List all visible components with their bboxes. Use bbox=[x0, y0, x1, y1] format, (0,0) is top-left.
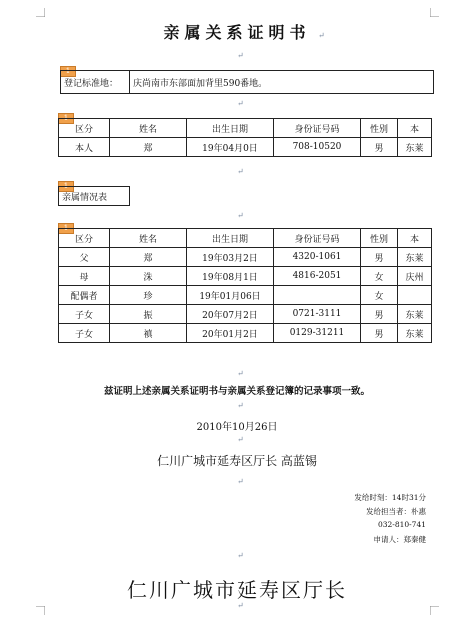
table-cell: 本人 bbox=[59, 138, 110, 157]
table-cell: 庆州 bbox=[398, 267, 432, 286]
paragraph-mark: ↵ bbox=[318, 31, 325, 40]
table-cell: 母 bbox=[59, 267, 110, 286]
issue-time: 发给时刻：14时31分 bbox=[354, 493, 426, 502]
paragraph-mark: ↵ bbox=[237, 401, 244, 410]
person-table bbox=[58, 118, 432, 157]
table-cell: 东莱 bbox=[398, 324, 432, 343]
paragraph-mark: ↵ bbox=[237, 477, 244, 486]
page-corner-mark bbox=[430, 8, 439, 17]
footer-issuer: 仁川广城市延寿区厅长 bbox=[127, 578, 347, 602]
certification-statement: 兹证明上述亲属关系证明书与亲属关系登记簿的记录事项一致。 bbox=[103, 386, 370, 397]
table-cell: 20年07月2日 bbox=[187, 305, 274, 324]
table-cell: 男 bbox=[361, 138, 398, 157]
table-cell: 19年01月06日 bbox=[187, 286, 274, 305]
table-cell: 男 bbox=[361, 305, 398, 324]
section-tag: 1 bbox=[58, 181, 74, 192]
table-cell: 禛 bbox=[110, 324, 187, 343]
relatives-table bbox=[58, 228, 432, 343]
paragraph-mark: ↵ bbox=[237, 99, 244, 108]
header-cell: 出生日期 bbox=[187, 119, 274, 138]
table-cell: 子女 bbox=[59, 324, 110, 343]
table-row bbox=[59, 324, 432, 343]
table-cell: 子女 bbox=[59, 305, 110, 324]
header-cell: 身份证号码 bbox=[274, 229, 361, 248]
table-cell: 4816-2051 bbox=[274, 267, 361, 286]
table-cell: 东莱 bbox=[398, 138, 432, 157]
header-cell: 性别 bbox=[361, 119, 398, 138]
table-cell: 郑 bbox=[110, 248, 187, 267]
relatives-label: 亲属情况表 bbox=[59, 187, 130, 206]
paragraph-mark: ↵ bbox=[237, 601, 244, 610]
header-cell: 性别 bbox=[361, 229, 398, 248]
page-corner-mark bbox=[36, 8, 45, 17]
section-tag: 1 bbox=[60, 66, 76, 77]
header-cell: 本 bbox=[398, 119, 432, 138]
table-cell: 配偶者 bbox=[59, 286, 110, 305]
page-corner-mark bbox=[36, 606, 45, 615]
table-cell: 女 bbox=[361, 267, 398, 286]
registration-table bbox=[60, 70, 434, 94]
table-cell: 19年03月2日 bbox=[187, 248, 274, 267]
table-cell: 父 bbox=[59, 248, 110, 267]
table-cell bbox=[274, 286, 361, 305]
table-row bbox=[59, 248, 432, 267]
issue-date: 2010年10月26日 bbox=[196, 422, 278, 433]
header-cell: 区分 bbox=[59, 119, 110, 138]
section-tag: 1 bbox=[58, 223, 74, 234]
header-cell: 出生日期 bbox=[187, 229, 274, 248]
table-cell: 振 bbox=[110, 305, 187, 324]
table-cell bbox=[398, 286, 432, 305]
paragraph-mark: ↵ bbox=[237, 435, 244, 444]
paragraph-mark: ↵ bbox=[237, 167, 244, 176]
header-cell: 姓名 bbox=[110, 119, 187, 138]
paragraph-mark: ↵ bbox=[237, 369, 244, 378]
table-cell: 女 bbox=[361, 286, 398, 305]
section-tag: 1 bbox=[58, 113, 74, 124]
table-row bbox=[59, 138, 432, 157]
issuing-officer: 发给担当者：朴惠 bbox=[366, 507, 426, 516]
table-header-row bbox=[59, 119, 432, 138]
header-cell: 本 bbox=[398, 229, 432, 248]
header-cell: 身份证号码 bbox=[274, 119, 361, 138]
table-cell: 东莱 bbox=[398, 305, 432, 324]
applicant: 申请人：郑秦健 bbox=[373, 535, 426, 544]
table-cell: 洙 bbox=[110, 267, 187, 286]
relatives-label-box bbox=[58, 186, 130, 206]
paragraph-mark: ↵ bbox=[237, 51, 244, 60]
table-cell: 708-10520 bbox=[274, 138, 361, 157]
header-cell: 姓名 bbox=[110, 229, 187, 248]
table-header-row bbox=[59, 229, 432, 248]
table-row bbox=[59, 305, 432, 324]
table-cell: 东莱 bbox=[398, 248, 432, 267]
issuer-line: 仁川广城市延寿区厅长 高蓝锡 bbox=[157, 454, 317, 468]
table-cell: 珍 bbox=[110, 286, 187, 305]
table-cell: 19年08月1日 bbox=[187, 267, 274, 286]
table-cell: 20年01月2日 bbox=[187, 324, 274, 343]
paragraph-mark: ↵ bbox=[237, 551, 244, 560]
paragraph-mark: ↵ bbox=[237, 211, 244, 220]
table-row bbox=[59, 267, 432, 286]
table-cell: 郑 bbox=[110, 138, 187, 157]
document-title: 亲属关系证明书 bbox=[163, 23, 311, 42]
table-cell: 男 bbox=[361, 248, 398, 267]
header-cell: 区分 bbox=[59, 229, 110, 248]
table-row bbox=[59, 286, 432, 305]
table-cell: 4320-1061 bbox=[274, 248, 361, 267]
registration-label: 登记标准地： bbox=[61, 71, 130, 94]
table-cell: 男 bbox=[361, 324, 398, 343]
table-cell: 0721-3111 bbox=[274, 305, 361, 324]
registration-value: 庆尚南市东部面加背里590番地。 bbox=[130, 71, 434, 94]
table-cell: 19年04月0日 bbox=[187, 138, 274, 157]
table-cell: 0129-31211 bbox=[274, 324, 361, 343]
contact-phone: 032-810-741 bbox=[377, 520, 426, 529]
page-corner-mark bbox=[430, 606, 439, 615]
